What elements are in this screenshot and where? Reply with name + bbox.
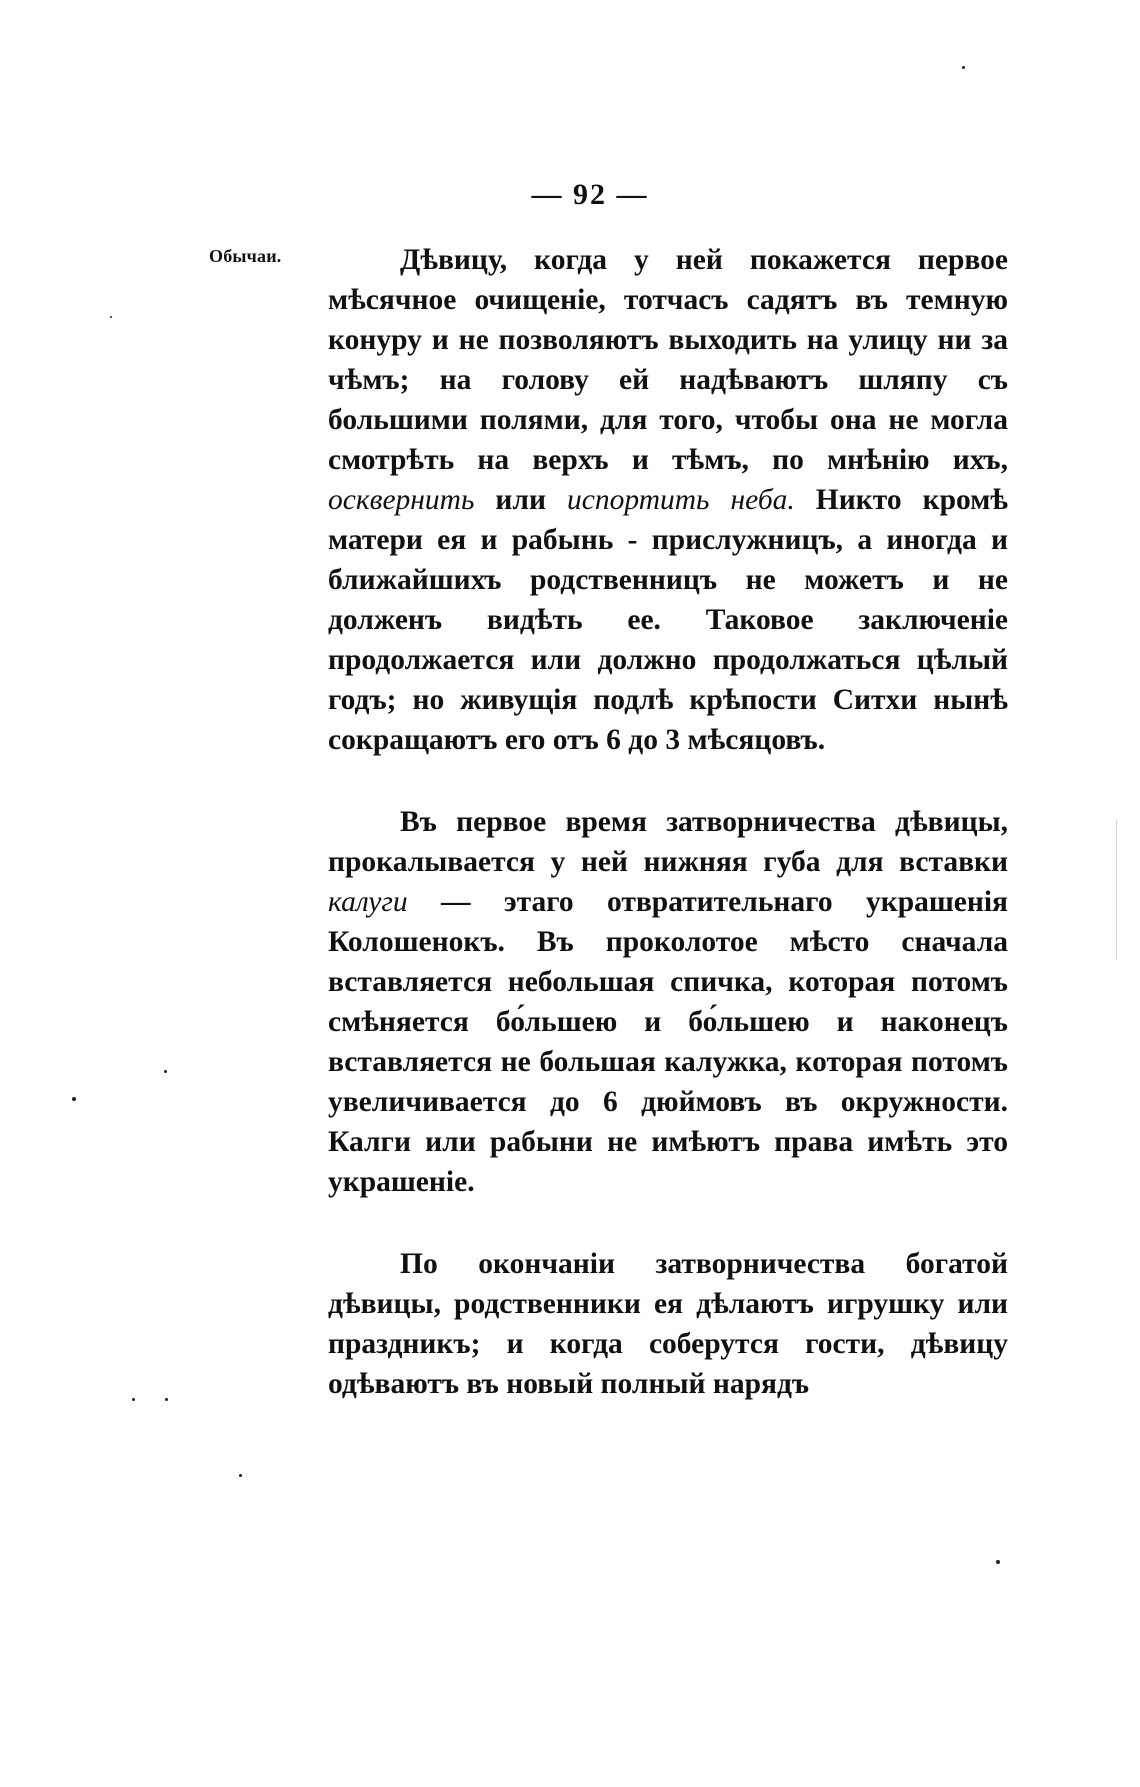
paragraph-3 <box>328 1244 1008 1404</box>
scan-speck <box>165 1398 168 1401</box>
paragraph-2 <box>328 802 1008 1202</box>
text-run: Въ первое время затворничества дѣвицы, прокалывается у ней нижняя губа для вставки <box>328 806 1008 878</box>
italic-run: калуги <box>328 886 408 918</box>
margin-note: Обычаи. <box>209 246 282 266</box>
scan-speck <box>110 316 112 318</box>
scan-speck <box>962 66 965 69</box>
text-run: или <box>474 484 567 516</box>
scan-speck <box>164 1070 167 1073</box>
text-run: Никто кромѣ матери ея и рабынь - прислужницъ, а иногда и ближайшихъ родственницъ не можетъ и не долженъ видѣть ее. Таковое заключеніе продолжается или должно продолжаться цѣлый годъ; но живущія подлѣ крѣпости Ситхи нынѣ сокращаютъ его отъ 6 до 3 мѣсяцовъ. <box>328 484 1009 756</box>
italic-run: осквернить <box>328 484 475 516</box>
text-run: Дѣвицу, когда у ней покажется первое мѣсячное очищеніе, тотчасъ садятъ въ темную конуру и не позволяютъ выходить на улицу ни за чѣмъ; на голову ей надѣваютъ шляпу съ большими полями, для того, чтобы она не могла смотрѣть на верхъ и тѣмъ, по мнѣнію ихъ, <box>328 244 1008 476</box>
scan-edge-line <box>1116 820 1117 960</box>
page-number <box>0 178 1140 212</box>
text-run: По окончаніи затворничества богатой дѣвицы, родственники ея дѣлаютъ игрушку или праздникъ; и когда соберутся гости, дѣвицу одѣваютъ въ новый полный нарядъ <box>328 1248 1008 1400</box>
paragraph-1 <box>328 240 1008 760</box>
scan-speck <box>72 1097 76 1101</box>
body-text <box>328 240 1008 1404</box>
text-run: — этаго отвратительнаго украшенія Колошенокъ. Въ проколотое мѣсто сначала вставляется небольшая спичка, которая потомъ смѣняется бо́льшею и бо́льшею и наконецъ вставляется не большая калужка, которая потомъ увеличивается до 6 дюймовъ въ окружности. Калги или рабыни не имѣютъ права имѣть это украшеніе. <box>328 886 1008 1198</box>
page-number-text: — 92 — <box>531 178 649 211</box>
scan-speck <box>239 1474 242 1477</box>
italic-run: испортить неба. <box>566 484 795 516</box>
scan-speck <box>996 1560 1000 1564</box>
scan-speck <box>132 1398 135 1401</box>
